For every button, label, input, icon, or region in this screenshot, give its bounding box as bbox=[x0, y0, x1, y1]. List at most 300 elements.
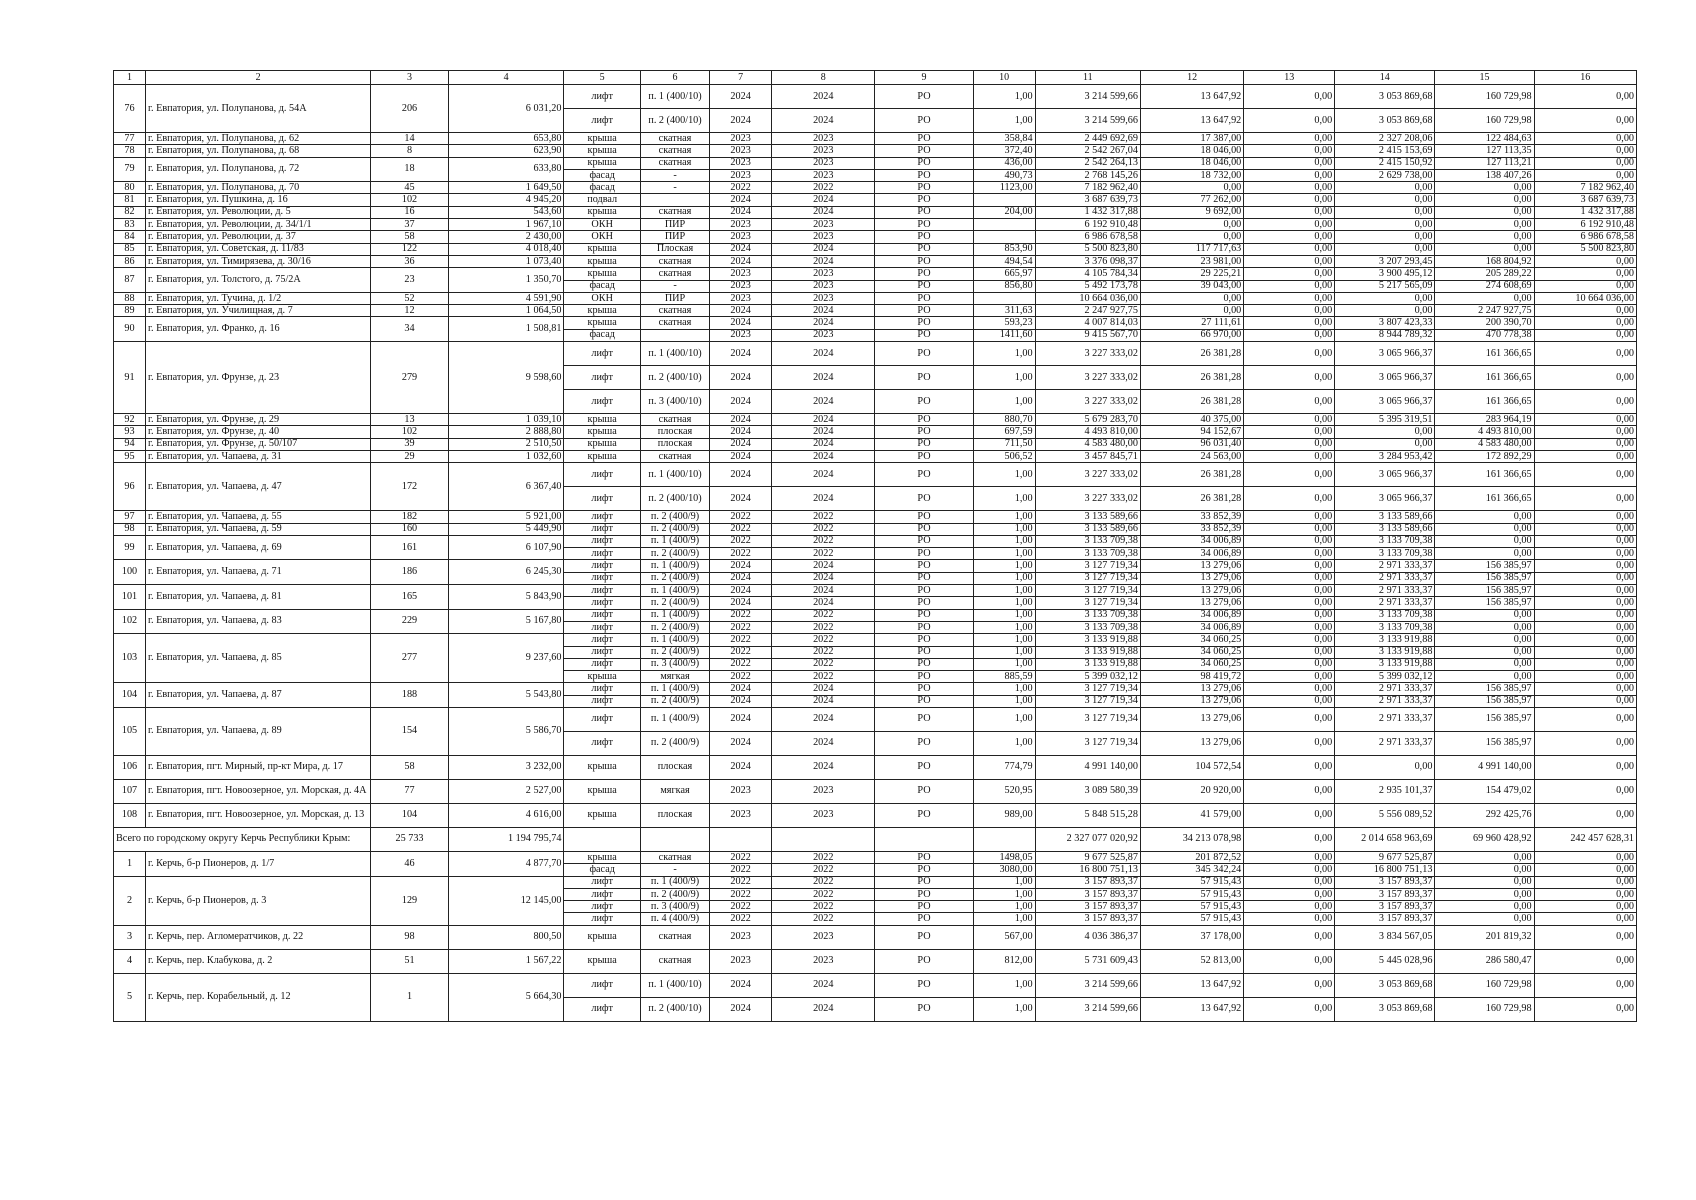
fund-owner-cell: 0,00 bbox=[1435, 231, 1534, 243]
residents-cell: 206 bbox=[371, 85, 448, 133]
year-start-cell: 2022 bbox=[710, 535, 772, 547]
cost-unit-cell: 0,00 bbox=[1140, 182, 1243, 194]
table-row bbox=[114, 145, 1637, 157]
volume-cell: 311,63 bbox=[973, 305, 1035, 317]
method-cell: РО bbox=[875, 597, 973, 609]
work-detail-cell: скатная bbox=[640, 949, 709, 973]
volume-cell: 711,50 bbox=[973, 438, 1035, 450]
row-number-cell: 4 bbox=[114, 949, 146, 973]
total-unit-cost-cell: 34 213 078,98 bbox=[1140, 827, 1243, 851]
method-cell: РО bbox=[875, 609, 973, 621]
fund-other-cell: 3 687 639,73 bbox=[1534, 194, 1636, 206]
cost-unit-cell: 26 381,28 bbox=[1140, 366, 1243, 390]
cost-total-cell: 3 133 919,88 bbox=[1035, 646, 1140, 658]
work-detail-cell: мягкая bbox=[640, 671, 709, 683]
cost-total-cell: 3 687 639,73 bbox=[1035, 194, 1140, 206]
cost-total-cell: 3 127 719,34 bbox=[1035, 560, 1140, 572]
work-detail-cell: скатная bbox=[640, 206, 709, 218]
year-end-cell: 2022 bbox=[772, 888, 875, 900]
row-number-cell: 76 bbox=[114, 85, 146, 133]
fund-owner-cell: 4 493 810,00 bbox=[1435, 426, 1534, 438]
cost-unit-cell: 52 813,00 bbox=[1140, 949, 1243, 973]
fund-cell: 0,00 bbox=[1244, 779, 1335, 803]
volume-cell: 1,00 bbox=[973, 658, 1035, 670]
fund-other-cell: 0,00 bbox=[1534, 779, 1636, 803]
cost-total-cell: 4 493 810,00 bbox=[1035, 426, 1140, 438]
work-detail-cell: п. 3 (400/9) bbox=[640, 658, 709, 670]
work-type-cell: подвал bbox=[564, 194, 640, 206]
work-detail-cell: п. 2 (400/10) bbox=[640, 487, 709, 511]
cost-unit-cell: 94 152,67 bbox=[1140, 426, 1243, 438]
volume-cell: 1,00 bbox=[973, 535, 1035, 547]
year-end-cell: 2023 bbox=[772, 231, 875, 243]
fund-other-cell: 0,00 bbox=[1534, 329, 1636, 341]
fund-owner-cell: 161 366,65 bbox=[1435, 390, 1534, 414]
fund-other-cell: 0,00 bbox=[1534, 511, 1636, 523]
fund-cell: 0,00 bbox=[1244, 658, 1335, 670]
residents-cell: 12 bbox=[371, 305, 448, 317]
cost-unit-cell: 57 915,43 bbox=[1140, 913, 1243, 925]
fund-cell: 0,00 bbox=[1244, 255, 1335, 267]
year-start-cell: 2024 bbox=[710, 85, 772, 109]
fund-other-cell: 1 432 317,88 bbox=[1534, 206, 1636, 218]
work-type-cell: крыша bbox=[564, 414, 640, 426]
work-type-cell: лифт bbox=[564, 390, 640, 414]
work-detail-cell: - bbox=[640, 864, 709, 876]
fund-other-cell: 0,00 bbox=[1534, 280, 1636, 292]
fund-owner-cell: 292 425,76 bbox=[1435, 803, 1534, 827]
method-cell: РО bbox=[875, 755, 973, 779]
work-detail-cell: плоская bbox=[640, 426, 709, 438]
year-end-cell: 2022 bbox=[772, 876, 875, 888]
method-cell: РО bbox=[875, 997, 973, 1021]
address-cell: г. Евпатория, ул. Чапаева, д. 55 bbox=[146, 511, 371, 523]
year-end-cell: 2022 bbox=[772, 913, 875, 925]
year-end-cell: 2024 bbox=[772, 683, 875, 695]
fund-other-cell: 0,00 bbox=[1534, 560, 1636, 572]
address-cell: г. Евпатория, пгт. Новоозерное, ул. Морская, д. 13 bbox=[146, 803, 371, 827]
residents-cell: 102 bbox=[371, 194, 448, 206]
cost-total-cell: 2 542 267,04 bbox=[1035, 145, 1140, 157]
fund-fkr-cell: 3 065 966,37 bbox=[1335, 390, 1435, 414]
method-cell: РО bbox=[875, 280, 973, 292]
year-end-cell: 2022 bbox=[772, 646, 875, 658]
cost-total-cell: 4 007 814,03 bbox=[1035, 317, 1140, 329]
year-start-cell: 2024 bbox=[710, 255, 772, 267]
row-number-cell: 78 bbox=[114, 145, 146, 157]
year-start-cell: 2023 bbox=[710, 779, 772, 803]
year-end-cell: 2022 bbox=[772, 609, 875, 621]
fund-fkr-cell: 3 207 293,45 bbox=[1335, 255, 1435, 267]
fund-fkr-cell: 5 217 565,09 bbox=[1335, 280, 1435, 292]
cost-total-cell: 5 500 823,80 bbox=[1035, 243, 1140, 255]
method-cell: РО bbox=[875, 707, 973, 731]
work-detail-cell: скатная bbox=[640, 305, 709, 317]
method-cell: РО bbox=[875, 901, 973, 913]
cost-total-cell: 10 664 036,00 bbox=[1035, 292, 1140, 304]
residents-cell: 229 bbox=[371, 609, 448, 634]
fund-owner-cell: 172 892,29 bbox=[1435, 450, 1534, 462]
cost-total-cell: 3 214 599,66 bbox=[1035, 973, 1140, 997]
work-detail-cell: п. 2 (400/9) bbox=[640, 523, 709, 535]
cost-total-cell: 16 800 751,13 bbox=[1035, 864, 1140, 876]
address-cell: г. Евпатория, ул. Училищная, д. 7 bbox=[146, 305, 371, 317]
fund-owner-cell: 0,00 bbox=[1435, 292, 1534, 304]
table-row bbox=[114, 609, 1637, 621]
residents-cell: 29 bbox=[371, 450, 448, 462]
fund-fkr-cell: 2 971 333,37 bbox=[1335, 683, 1435, 695]
work-type-cell: лифт bbox=[564, 707, 640, 731]
cost-unit-cell: 13 647,92 bbox=[1140, 997, 1243, 1021]
cost-unit-cell: 57 915,43 bbox=[1140, 876, 1243, 888]
year-end-cell: 2024 bbox=[772, 973, 875, 997]
fund-cell: 0,00 bbox=[1244, 414, 1335, 426]
method-cell: РО bbox=[875, 779, 973, 803]
volume-cell: 1,00 bbox=[973, 342, 1035, 366]
fund-owner-cell: 156 385,97 bbox=[1435, 731, 1534, 755]
year-start-cell: 2023 bbox=[710, 219, 772, 231]
table-row bbox=[114, 511, 1637, 523]
residents-cell: 188 bbox=[371, 683, 448, 708]
fund-cell: 0,00 bbox=[1244, 535, 1335, 547]
method-cell: РО bbox=[875, 925, 973, 949]
fund-owner-cell: 122 484,63 bbox=[1435, 133, 1534, 145]
fund-owner-cell: 0,00 bbox=[1435, 621, 1534, 633]
method-cell: РО bbox=[875, 535, 973, 547]
fund-fkr-cell: 3 053 869,68 bbox=[1335, 85, 1435, 109]
work-detail-cell: скатная bbox=[640, 255, 709, 267]
method-cell: РО bbox=[875, 646, 973, 658]
fund-fkr-cell: 0,00 bbox=[1335, 182, 1435, 194]
cost-total-cell: 5 399 032,12 bbox=[1035, 671, 1140, 683]
fund-fkr-cell: 3 133 709,38 bbox=[1335, 548, 1435, 560]
work-type-cell: лифт bbox=[564, 646, 640, 658]
fund-cell: 0,00 bbox=[1244, 803, 1335, 827]
fund-fkr-cell: 3 284 953,42 bbox=[1335, 450, 1435, 462]
work-type-cell: крыша bbox=[564, 255, 640, 267]
method-cell: РО bbox=[875, 85, 973, 109]
table-row bbox=[114, 292, 1637, 304]
fund-cell: 0,00 bbox=[1244, 572, 1335, 584]
area-cell: 2 510,50 bbox=[448, 438, 564, 450]
fund-owner-cell: 0,00 bbox=[1435, 511, 1534, 523]
year-start-cell: 2024 bbox=[710, 463, 772, 487]
fund-fkr-cell: 5 556 089,52 bbox=[1335, 803, 1435, 827]
residents-cell: 58 bbox=[371, 755, 448, 779]
fund-cell: 0,00 bbox=[1244, 342, 1335, 366]
volume-cell: 358,84 bbox=[973, 133, 1035, 145]
year-end-cell: 2024 bbox=[772, 707, 875, 731]
year-start-cell: 2023 bbox=[710, 157, 772, 169]
fund-cell: 0,00 bbox=[1244, 219, 1335, 231]
row-number-cell: 106 bbox=[114, 755, 146, 779]
fund-owner-cell: 0,00 bbox=[1435, 888, 1534, 900]
method-cell: РО bbox=[875, 585, 973, 597]
work-detail-cell: п. 2 (400/10) bbox=[640, 366, 709, 390]
table-row bbox=[114, 535, 1637, 547]
fund-fkr-cell: 0,00 bbox=[1335, 194, 1435, 206]
year-start-cell: 2024 bbox=[710, 973, 772, 997]
address-cell: г. Керчь, пер. Агломератчиков, д. 22 bbox=[146, 925, 371, 949]
area-cell: 4 877,70 bbox=[448, 851, 564, 876]
work-detail-cell: п. 2 (400/9) bbox=[640, 572, 709, 584]
work-detail-cell bbox=[640, 194, 709, 206]
work-detail-cell: - bbox=[640, 169, 709, 181]
fund-fkr-cell: 3 133 589,66 bbox=[1335, 511, 1435, 523]
cost-total-cell: 3 227 333,02 bbox=[1035, 487, 1140, 511]
table-row bbox=[114, 243, 1637, 255]
volume-cell: 880,70 bbox=[973, 414, 1035, 426]
table-row bbox=[114, 707, 1637, 731]
fund-cell: 0,00 bbox=[1244, 864, 1335, 876]
area-cell: 1 508,81 bbox=[448, 317, 564, 342]
year-end-cell: 2022 bbox=[772, 182, 875, 194]
method-cell: РО bbox=[875, 851, 973, 863]
year-start-cell: 2022 bbox=[710, 548, 772, 560]
cost-unit-cell: 96 031,40 bbox=[1140, 438, 1243, 450]
address-cell: г. Евпатория, ул. Чапаева, д. 59 bbox=[146, 523, 371, 535]
work-detail-cell: мягкая bbox=[640, 779, 709, 803]
area-cell: 9 598,60 bbox=[448, 342, 564, 414]
fund-owner-cell: 0,00 bbox=[1435, 864, 1534, 876]
work-type-cell: фасад bbox=[564, 182, 640, 194]
fund-owner-cell: 154 479,02 bbox=[1435, 779, 1534, 803]
address-cell: г. Евпатория, ул. Чапаева, д. 69 bbox=[146, 535, 371, 560]
fund-fkr-cell: 0,00 bbox=[1335, 426, 1435, 438]
fund-other-cell: 0,00 bbox=[1534, 851, 1636, 863]
total-cost-cell: 2 327 077 020,92 bbox=[1035, 827, 1140, 851]
row-number-cell: 90 bbox=[114, 317, 146, 342]
year-start-cell: 2022 bbox=[710, 182, 772, 194]
work-detail-cell: п. 2 (400/9) bbox=[640, 548, 709, 560]
cost-unit-cell: 27 111,61 bbox=[1140, 317, 1243, 329]
cost-total-cell: 3 133 919,88 bbox=[1035, 634, 1140, 646]
cost-total-cell: 5 679 283,70 bbox=[1035, 414, 1140, 426]
area-cell: 2 430,00 bbox=[448, 231, 564, 243]
year-start-cell: 2024 bbox=[710, 317, 772, 329]
year-end-cell: 2024 bbox=[772, 450, 875, 462]
work-type-cell: лифт bbox=[564, 548, 640, 560]
volume-cell: 1,00 bbox=[973, 585, 1035, 597]
year-end-cell: 2024 bbox=[772, 487, 875, 511]
table-row bbox=[114, 414, 1637, 426]
cost-total-cell: 3 127 719,34 bbox=[1035, 695, 1140, 707]
volume-cell: 1,00 bbox=[973, 523, 1035, 535]
area-cell: 1 567,22 bbox=[448, 949, 564, 973]
row-number-cell: 88 bbox=[114, 292, 146, 304]
fund-fkr-cell: 3 053 869,68 bbox=[1335, 997, 1435, 1021]
row-number-cell: 80 bbox=[114, 182, 146, 194]
table-row bbox=[114, 438, 1637, 450]
cost-total-cell: 9 415 567,70 bbox=[1035, 329, 1140, 341]
work-type-cell: лифт bbox=[564, 888, 640, 900]
volume-cell: 885,59 bbox=[973, 671, 1035, 683]
cost-total-cell: 3 127 719,34 bbox=[1035, 683, 1140, 695]
table-row bbox=[114, 305, 1637, 317]
year-start-cell: 2023 bbox=[710, 292, 772, 304]
cost-unit-cell: 13 279,06 bbox=[1140, 572, 1243, 584]
work-type-cell: крыша bbox=[564, 755, 640, 779]
header-cell: 2 bbox=[146, 71, 371, 85]
fund-owner-cell: 156 385,97 bbox=[1435, 560, 1534, 572]
work-type-cell: крыша bbox=[564, 779, 640, 803]
fund-cell: 0,00 bbox=[1244, 206, 1335, 218]
fund-other-cell: 0,00 bbox=[1534, 609, 1636, 621]
cost-total-cell: 2 247 927,75 bbox=[1035, 305, 1140, 317]
cost-unit-cell: 18 046,00 bbox=[1140, 157, 1243, 169]
work-type-cell: ОКН bbox=[564, 219, 640, 231]
fund-fkr-cell: 9 677 525,87 bbox=[1335, 851, 1435, 863]
address-cell: г. Евпатория, ул. Революции, д. 34/1/1 bbox=[146, 219, 371, 231]
fund-owner-cell: 156 385,97 bbox=[1435, 695, 1534, 707]
year-start-cell: 2023 bbox=[710, 280, 772, 292]
year-start-cell: 2024 bbox=[710, 572, 772, 584]
work-type-cell: крыша bbox=[564, 851, 640, 863]
area-cell: 3 232,00 bbox=[448, 755, 564, 779]
fund-owner-cell: 0,00 bbox=[1435, 851, 1534, 863]
fund-owner-cell: 0,00 bbox=[1435, 535, 1534, 547]
fund-fkr-cell: 0,00 bbox=[1335, 438, 1435, 450]
year-start-cell: 2022 bbox=[710, 523, 772, 535]
residents-cell: 37 bbox=[371, 219, 448, 231]
fund-fkr-cell: 2 935 101,37 bbox=[1335, 779, 1435, 803]
method-cell: РО bbox=[875, 243, 973, 255]
cost-unit-cell: 34 006,89 bbox=[1140, 535, 1243, 547]
residents-cell: 102 bbox=[371, 426, 448, 438]
fund-other-cell: 0,00 bbox=[1534, 548, 1636, 560]
cost-total-cell: 3 133 709,38 bbox=[1035, 621, 1140, 633]
address-cell: г. Евпатория, ул. Чапаева, д. 89 bbox=[146, 707, 371, 755]
year-end-cell: 2024 bbox=[772, 695, 875, 707]
fund-owner-cell: 168 804,92 bbox=[1435, 255, 1534, 267]
cost-unit-cell: 18 046,00 bbox=[1140, 145, 1243, 157]
residents-cell: 23 bbox=[371, 268, 448, 293]
fund-fkr-cell: 2 971 333,37 bbox=[1335, 731, 1435, 755]
fund-fkr-cell: 0,00 bbox=[1335, 243, 1435, 255]
work-type-cell: лифт bbox=[564, 342, 640, 366]
row-number-cell: 1 bbox=[114, 851, 146, 876]
header-cell: 16 bbox=[1534, 71, 1636, 85]
year-start-cell: 2023 bbox=[710, 169, 772, 181]
work-detail-cell: Плоская bbox=[640, 243, 709, 255]
fund-cell: 0,00 bbox=[1244, 463, 1335, 487]
volume-cell: 1,00 bbox=[973, 621, 1035, 633]
year-end-cell: 2024 bbox=[772, 342, 875, 366]
fund-cell: 0,00 bbox=[1244, 85, 1335, 109]
residents-cell: 172 bbox=[371, 463, 448, 511]
cost-total-cell: 3 157 893,37 bbox=[1035, 888, 1140, 900]
year-start-cell: 2022 bbox=[710, 511, 772, 523]
residents-cell: 45 bbox=[371, 182, 448, 194]
row-number-cell: 93 bbox=[114, 426, 146, 438]
volume-cell: 856,80 bbox=[973, 280, 1035, 292]
fund-other-cell: 7 182 962,40 bbox=[1534, 182, 1636, 194]
fund-other-cell: 0,00 bbox=[1534, 864, 1636, 876]
method-cell: РО bbox=[875, 157, 973, 169]
work-type-cell: лифт bbox=[564, 572, 640, 584]
table-row bbox=[114, 876, 1637, 888]
work-type-cell: ОКН bbox=[564, 292, 640, 304]
fund-fkr-cell: 16 800 751,13 bbox=[1335, 864, 1435, 876]
method-cell: РО bbox=[875, 463, 973, 487]
cost-unit-cell: 0,00 bbox=[1140, 231, 1243, 243]
cost-total-cell: 3 214 599,66 bbox=[1035, 997, 1140, 1021]
cost-total-cell: 3 127 719,34 bbox=[1035, 597, 1140, 609]
fund-owner-cell: 0,00 bbox=[1435, 901, 1534, 913]
year-start-cell: 2023 bbox=[710, 133, 772, 145]
year-start-cell: 2022 bbox=[710, 888, 772, 900]
year-start-cell: 2023 bbox=[710, 803, 772, 827]
work-detail-cell: скатная bbox=[640, 851, 709, 863]
residents-cell: 18 bbox=[371, 157, 448, 182]
volume-cell: 1,00 bbox=[973, 487, 1035, 511]
volume-cell: 436,00 bbox=[973, 157, 1035, 169]
method-cell: РО bbox=[875, 219, 973, 231]
volume-cell: 1123,00 bbox=[973, 182, 1035, 194]
method-cell: РО bbox=[875, 864, 973, 876]
work-detail-cell: скатная bbox=[640, 145, 709, 157]
cost-unit-cell: 0,00 bbox=[1140, 219, 1243, 231]
table-row bbox=[114, 255, 1637, 267]
fund-other-cell: 0,00 bbox=[1534, 888, 1636, 900]
fund-other-cell: 0,00 bbox=[1534, 317, 1636, 329]
row-number-cell: 105 bbox=[114, 707, 146, 755]
fund-owner-cell: 156 385,97 bbox=[1435, 597, 1534, 609]
cost-total-cell: 3 127 719,34 bbox=[1035, 707, 1140, 731]
volume-cell: 1,00 bbox=[973, 109, 1035, 133]
cost-total-cell: 4 105 784,34 bbox=[1035, 268, 1140, 280]
fund-other-cell: 0,00 bbox=[1534, 145, 1636, 157]
area-cell: 1 649,50 bbox=[448, 182, 564, 194]
row-number-cell: 92 bbox=[114, 414, 146, 426]
cost-unit-cell: 57 915,43 bbox=[1140, 888, 1243, 900]
fund-other-cell: 0,00 bbox=[1534, 707, 1636, 731]
row-number-cell: 2 bbox=[114, 876, 146, 925]
method-cell: РО bbox=[875, 949, 973, 973]
volume-cell: 853,90 bbox=[973, 243, 1035, 255]
volume-cell: 1,00 bbox=[973, 888, 1035, 900]
work-type-cell: лифт bbox=[564, 973, 640, 997]
fund-fkr-cell: 3 834 567,05 bbox=[1335, 925, 1435, 949]
cost-total-cell: 9 677 525,87 bbox=[1035, 851, 1140, 863]
volume-cell: 1,00 bbox=[973, 876, 1035, 888]
year-end-cell: 2023 bbox=[772, 145, 875, 157]
cost-unit-cell: 39 043,00 bbox=[1140, 280, 1243, 292]
row-number-cell: 81 bbox=[114, 194, 146, 206]
area-cell: 5 843,90 bbox=[448, 585, 564, 610]
cost-unit-cell: 26 381,28 bbox=[1140, 463, 1243, 487]
fund-other-cell: 0,00 bbox=[1534, 487, 1636, 511]
volume-cell: 1,00 bbox=[973, 548, 1035, 560]
fund-fkr-cell: 3 157 893,37 bbox=[1335, 876, 1435, 888]
method-cell: РО bbox=[875, 695, 973, 707]
work-type-cell: крыша bbox=[564, 450, 640, 462]
header-cell: 12 bbox=[1140, 71, 1243, 85]
fund-other-cell: 0,00 bbox=[1534, 414, 1636, 426]
method-cell: РО bbox=[875, 913, 973, 925]
cost-unit-cell: 33 852,39 bbox=[1140, 523, 1243, 535]
fund-cell: 0,00 bbox=[1244, 243, 1335, 255]
work-detail-cell: п. 2 (400/9) bbox=[640, 731, 709, 755]
volume-cell: 1,00 bbox=[973, 997, 1035, 1021]
cost-unit-cell: 13 279,06 bbox=[1140, 585, 1243, 597]
address-cell: г. Евпатория, ул. Советская, д. 11/83 bbox=[146, 243, 371, 255]
fund-other-cell: 0,00 bbox=[1534, 695, 1636, 707]
fund-fkr-cell: 5 395 319,51 bbox=[1335, 414, 1435, 426]
work-detail-cell: п. 2 (400/10) bbox=[640, 109, 709, 133]
year-start-cell: 2024 bbox=[710, 206, 772, 218]
volume-cell: 1,00 bbox=[973, 913, 1035, 925]
